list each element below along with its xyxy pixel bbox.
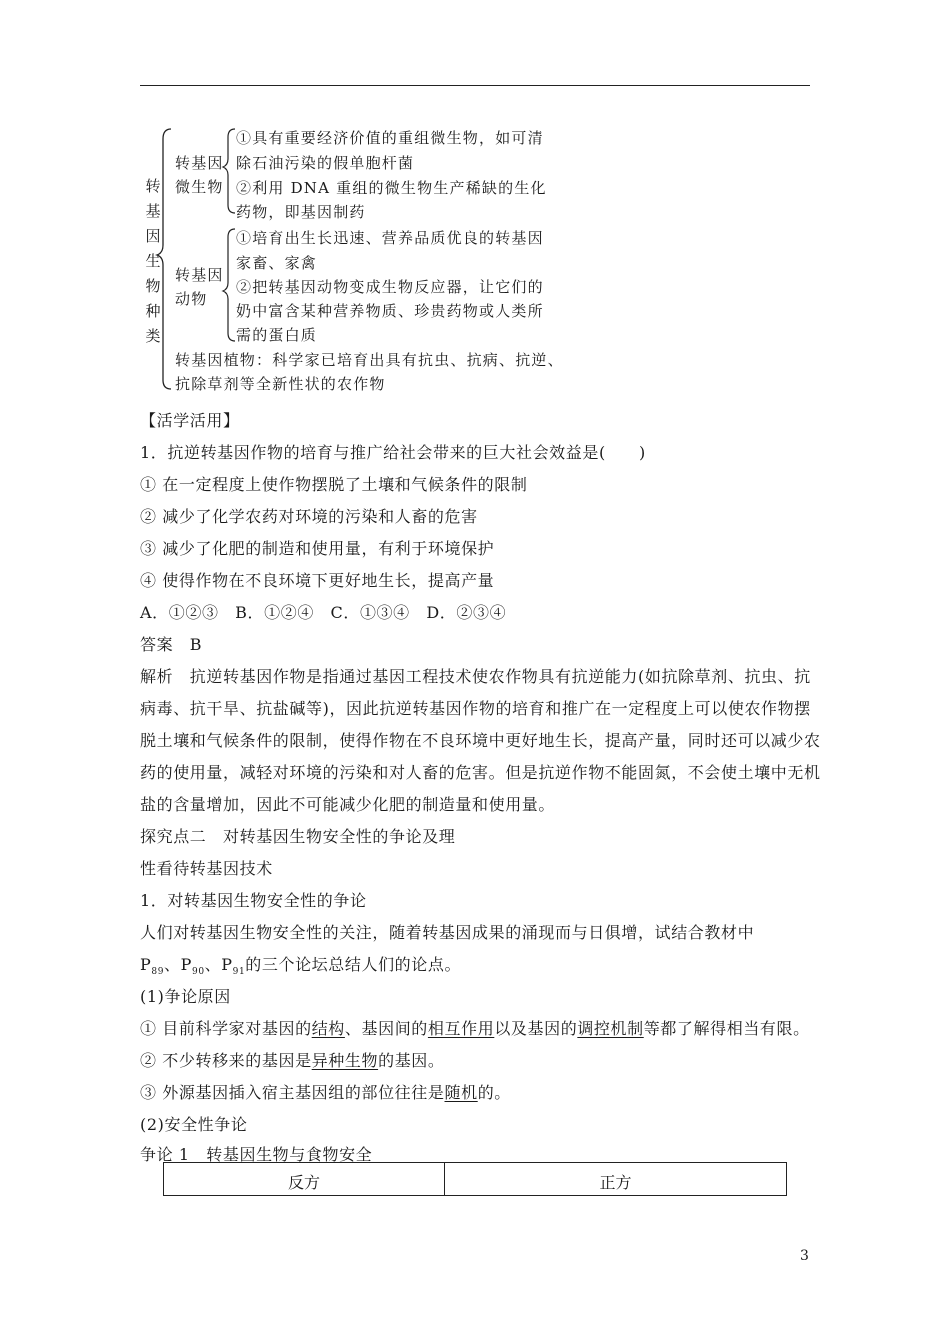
fill-blank-foreign: 异种生物 bbox=[311, 1051, 379, 1070]
page-ref-91: 91 bbox=[232, 967, 246, 978]
micro-item1-line1: ①具有重要经济价值的重组微生物，如可清 bbox=[236, 129, 544, 147]
animal-label-1: 转基因 bbox=[175, 266, 224, 284]
reason-3 bbox=[140, 1082, 511, 1104]
fill-blank-random: 随机 bbox=[444, 1083, 478, 1102]
reason-text: ③ 外源基因插入宿主基因组的部位往往是 bbox=[140, 1083, 445, 1102]
animal-item2-line2: 奶中富含某种营养物质、珍贵药物或人类所 bbox=[236, 302, 544, 320]
section-title-line2: 性看待转基因技术 bbox=[140, 859, 273, 878]
reason-text: 等都了解得相当有限。 bbox=[643, 1019, 810, 1038]
reason-text: ② 不少转移来的基因是 bbox=[140, 1051, 312, 1070]
animal-item2-line1: ②把转基因动物变成生物反应器，让它们的 bbox=[236, 278, 544, 296]
micro-label-2: 微生物 bbox=[175, 178, 224, 196]
intro-rest: 的三个论坛总结人们的论点。 bbox=[245, 955, 462, 974]
page-ref-p: 、P bbox=[204, 955, 233, 974]
option-4: ④ 使得作物在不良环境下更好地生长，提高产量 bbox=[140, 571, 495, 590]
fill-blank-interaction: 相互作用 bbox=[427, 1019, 495, 1038]
reason-1 bbox=[140, 1018, 810, 1040]
fill-blank-regulation: 调控机制 bbox=[577, 1019, 644, 1038]
root-char: 种 bbox=[145, 302, 161, 320]
micro-item1-line2: 除石油污染的假单胞杆菌 bbox=[236, 154, 415, 172]
root-char: 生 bbox=[145, 252, 161, 270]
analysis-line-2: 病毒、抗干旱、抗盐碱等)，因此抗逆转基因作物的培育和推广在一定程度上可以使农作物摆 bbox=[140, 699, 811, 718]
option-3: ③ 减少了化肥的制造和使用量，有利于环境保护 bbox=[140, 539, 495, 558]
animal-item1-line2: 家畜、家禽 bbox=[236, 254, 318, 272]
reason-text: 以及基因的 bbox=[494, 1019, 578, 1038]
option-1: ① 在一定程度上使作物摆脱了土壤和气候条件的限制 bbox=[140, 475, 528, 494]
debate-1-heading: 争论 1 转基因生物与食物安全 bbox=[140, 1145, 373, 1164]
header-rule bbox=[140, 85, 810, 86]
reason-text: ① 目前科学家对基因的 bbox=[140, 1019, 312, 1038]
table-header-pro: 正方 bbox=[445, 1163, 787, 1196]
reason-heading: (1)争论原因 bbox=[140, 987, 231, 1006]
micro-item2-line2: 药物，即基因制药 bbox=[236, 203, 366, 221]
answer: 答案 B bbox=[140, 635, 203, 654]
fill-blank-structure: 结构 bbox=[311, 1019, 345, 1038]
section-title-line1: 探究点二 对转基因生物安全性的争论及理 bbox=[140, 827, 456, 846]
analysis-line-5: 盐的含量增加，因此不可能减少化肥的制造量和使用量。 bbox=[140, 795, 556, 814]
page-ref-89: 89 bbox=[151, 967, 165, 978]
root-char: 物 bbox=[145, 277, 161, 295]
reason-text: 的基因。 bbox=[378, 1051, 445, 1070]
practice-question: 1．抗逆转基因作物的培育与推广给社会带来的巨大社会效益是( ) bbox=[140, 443, 646, 462]
table-header-row bbox=[164, 1163, 787, 1196]
practice-heading: 【活学活用】 bbox=[140, 411, 240, 430]
analysis-line-3: 脱土壤和气候条件的限制，使得作物在不良环境中更好地生长，提高产量，同时还可以减少农 bbox=[140, 731, 821, 750]
reason-2 bbox=[140, 1050, 445, 1072]
animal-item1-line1: ①培育出生长迅速、营养品质优良的转基因 bbox=[236, 229, 544, 247]
debate-table bbox=[163, 1162, 787, 1196]
micro-label-1: 转基因 bbox=[175, 154, 224, 172]
safety-heading: (2)安全性争论 bbox=[140, 1115, 248, 1134]
micro-item2-line1: ②利用 DNA 重组的微生物生产稀缺的生化 bbox=[236, 179, 547, 197]
answer-choices: A．①②③ B．①②④ C．①③④ D．②③④ bbox=[140, 603, 507, 622]
analysis-line-1: 解析 抗逆转基因作物是指通过基因工程技术使农作物具有抗逆能力(如抗除草剂、抗虫、抗 bbox=[140, 667, 811, 686]
root-char: 类 bbox=[145, 327, 161, 345]
intro-line1: 人们对转基因生物安全性的关注，随着转基因成果的涌现而与日俱增，试结合教材中 bbox=[140, 923, 755, 942]
root-char: 转 bbox=[145, 177, 161, 195]
page-ref-p: 、P bbox=[164, 955, 192, 974]
page-ref-p: P bbox=[140, 955, 152, 974]
animal-label-2: 动物 bbox=[175, 290, 208, 308]
table-header-con: 反方 bbox=[164, 1163, 445, 1196]
reason-text: 的。 bbox=[477, 1083, 511, 1102]
subheading-debate: 1．对转基因生物安全性的争论 bbox=[140, 891, 367, 910]
plant-line1: 转基因植物：科学家已培育出具有抗虫、抗病、抗逆、 bbox=[175, 351, 564, 369]
page-ref-90: 90 bbox=[192, 967, 205, 978]
animal-item2-line3: 需的蛋白质 bbox=[236, 326, 318, 344]
root-char: 因 bbox=[145, 227, 161, 245]
plant-line2: 抗除草剂等全新性状的农作物 bbox=[175, 375, 386, 393]
reason-text: 、基因间的 bbox=[344, 1019, 428, 1038]
page-number: 3 bbox=[800, 1248, 809, 1264]
analysis-line-4: 药的使用量，减轻对环境的污染和对人畜的危害。但是抗逆作物不能固氮，不会使土壤中无机 bbox=[140, 763, 821, 782]
root-char: 基 bbox=[145, 202, 161, 220]
option-2: ② 减少了化学农药对环境的污染和人畜的危害 bbox=[140, 507, 478, 526]
intro-line2 bbox=[140, 954, 461, 983]
